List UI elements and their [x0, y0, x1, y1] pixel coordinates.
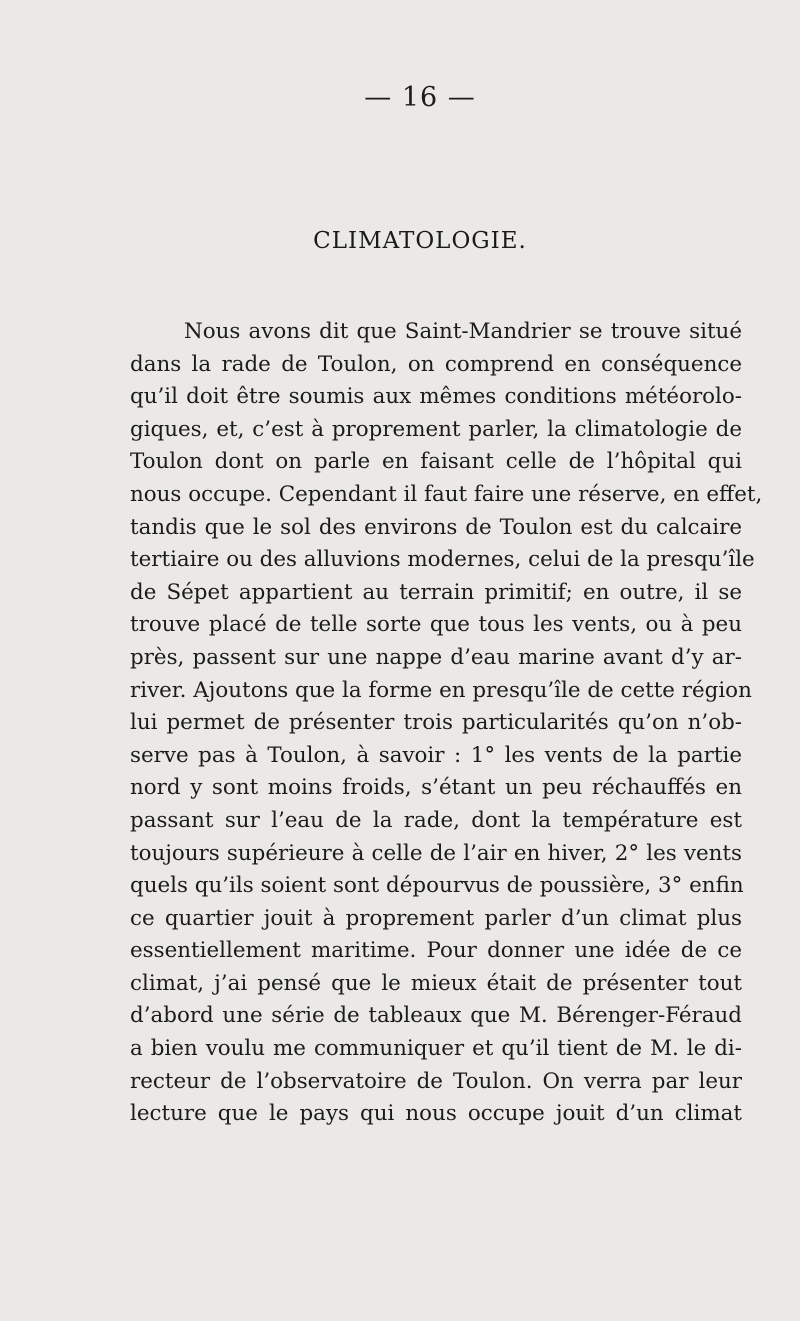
text-line: nous occupe. Cependant il faut faire une réserve, en effet, [130, 481, 763, 507]
text-line: de Sépet appartient au terrain primitif; en outre, il se [130, 579, 742, 605]
body-paragraph [130, 316, 763, 1131]
text-line: près, passent sur une nappe d’eau marine avant d’y ar- [130, 644, 742, 670]
text-line: river. Ajoutons que la forme en presqu’île de cette région [130, 677, 752, 703]
text-line: Toulon dont on parle en faisant celle de l’hôpital qui [130, 449, 742, 475]
section-title: CLIMATOLOGIE. [313, 228, 527, 254]
text-line: Nous avons dit que Saint-Mandrier se trouve situé [184, 319, 742, 344]
text-line: passant sur l’eau de la rade, dont la température est [130, 807, 742, 833]
text-line: toujours supérieure à celle de l’air en hiver, 2° les vents [130, 840, 742, 866]
text-line: d’abord une série de tableaux que M. Bérenger-Féraud [130, 1003, 742, 1029]
text-line: qu’il doit être soumis aux mêmes conditions météorolo- [130, 384, 742, 410]
text-line: ce quartier jouit à proprement parler d’un climat plus [130, 905, 742, 931]
text-line: climat, j’ai pensé que le mieux était de présenter tout [130, 970, 742, 996]
text-line: trouve placé de telle sorte que tous les vents, ou à peu [130, 612, 742, 638]
text-line: serve pas à Toulon, à savoir : 1° les vents de la partie [130, 742, 742, 768]
text-line: lecture que le pays qui nous occupe jouit d’un climat [130, 1101, 742, 1127]
page-number: — 16 — [364, 82, 476, 113]
text-line: giques, et, c’est à proprement parler, la climatologie de [130, 416, 742, 442]
text-line: tertiaire ou des alluvions modernes, celui de la presqu’île [130, 547, 755, 573]
text-line: nord y sont moins froids, s’étant un peu réchauffés en [130, 775, 742, 801]
text-line: essentiellement maritime. Pour donner une idée de ce [130, 938, 742, 964]
text-line: quels qu’ils soient sont dépourvus de poussière, 3° enfin [130, 873, 744, 899]
text-line: recteur de l’observatoire de Toulon. On verra par leur [130, 1068, 742, 1094]
text-line: dans la rade de Toulon, on comprend en conséquence [130, 351, 742, 377]
text-line: lui permet de présenter trois particularités qu’on n’ob- [130, 710, 742, 736]
text-line: tandis que le sol des environs de Toulon est du calcaire [130, 514, 742, 540]
text-line: a bien voulu me communiquer et qu’il tient de M. le di- [130, 1036, 742, 1062]
